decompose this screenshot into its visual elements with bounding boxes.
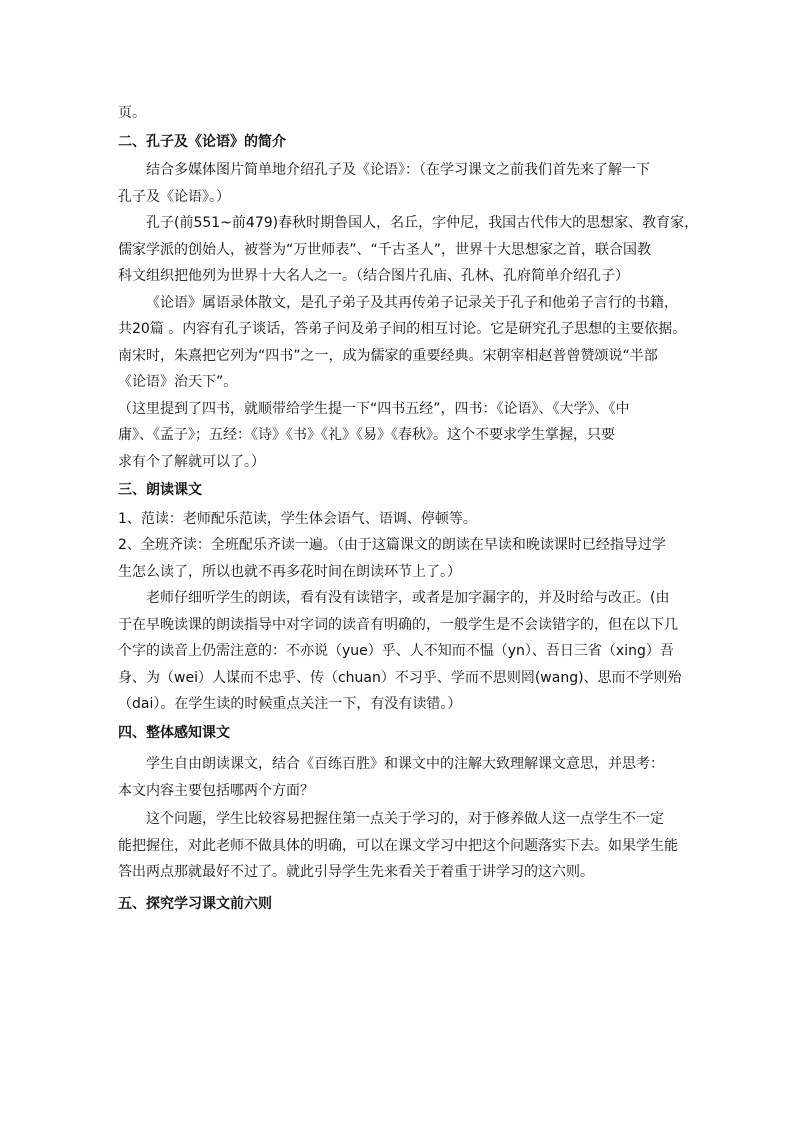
text-line: 身、为（wei）人谋而不忠乎、传（chuan）不习乎、学而不思则罔(wang)、思而不学则殆 <box>118 669 682 686</box>
text-line: （这里提到了四书，就顺带给学生提一下“四书五经”，四书：《论语》、《大学》、《中 <box>118 400 630 417</box>
text-line: 能把握住，对此老师不做具体的明确，可以在课文学习中把这个问题落实下去。如果学生能 <box>118 837 678 854</box>
text-line: 老师仔细听学生的朗读，看有没有读错字，或者是加字漏字的，并及时给与改正。(由 <box>146 590 670 606</box>
section-heading-3: 三、朗读课文 <box>118 482 202 498</box>
text-line: 《论语》治天下”。 <box>118 374 238 390</box>
text-line: 孔子及《论语》。） <box>118 188 230 205</box>
section-heading-4: 四、整体感知课文 <box>118 724 230 741</box>
text-line: 1、范读：老师配乐范读，学生体会语气、语调、停顿等。 <box>118 510 477 527</box>
text-line: 结合多媒体图片简单地介绍孔子及《论语》：（在学习课文之前我们首先来了解一下 <box>146 162 650 178</box>
text-line: 学生自由朗读课文，结合《百练百胜》和课文中的注解大致理解课文意思，并思考： <box>146 756 664 772</box>
text-line: 共20篇 。内容有孔子谈话，答弟子问及弟子间的相互讨论。它是研究孔子思想的主要依据。 <box>118 321 687 337</box>
text-line: 《论语》属语录体散文，是孔子弟子及其再传弟子记录关于孔子和他弟子言行的书籍， <box>146 294 678 311</box>
text-line: （dai）。在学生读的时候重点关注一下，有没有读错。） <box>118 696 462 712</box>
text-line: 页。 <box>118 105 146 121</box>
text-line: 南宋时，朱熹把它列为“四书”之一，成为儒家的重要经典。宋朝宰相赵普曾赞颂说“半部 <box>118 347 658 364</box>
text-line: 这个问题，学生比较容易把握住第一点关于学习的，对于修养做人这一点学生不一定 <box>146 811 664 827</box>
text-line: 2、全班齐读：全班配乐齐读一遍。（由于这篇课文的朗读在早读和晚读课时已经指导过学 <box>118 537 666 553</box>
text-line: 庸》、《孟子》；五经：《诗》《书》《礼》《易》《春秋》。这个不要求学生掌握，只要 <box>118 427 615 443</box>
text-line: 生怎么读了，所以也就不再多花时间在朗读环节上了。） <box>118 563 461 580</box>
text-line: 孔子(前551~前479)春秋时期鲁国人，名丘，字仲尼，我国古代伟大的思想家、教育家， <box>146 215 699 231</box>
section-heading-5: 五、探究学习课文前六则 <box>118 895 272 912</box>
text-line: 科文组织把他列为世界十大名人之一。（结合图片孔庙、孔林、孔府简单介绍孔子） <box>118 268 629 284</box>
text-line: 本文内容主要包括哪两个方面？ <box>118 782 314 799</box>
text-line: 答出两点那就最好不过了。就此引导学生先来看关于着重于讲学习的这六则。 <box>118 864 594 880</box>
text-line: 个字的读音上仍需注意的：不亦说（yue）乎、人不知而不愠（yn）、吾日三省（xing）吾 <box>118 643 674 659</box>
text-line: 求有个了解就可以了。） <box>118 453 265 470</box>
text-line: 于在早晚读课的朗读指导中对字词的读音有明确的，一般学生是不会读错字的，但在以下几 <box>118 616 678 633</box>
section-heading-2: 二、孔子及《论语》的简介 <box>118 133 286 150</box>
text-line: 儒家学派的创始人，被誉为“万世师表”、“千古圣人”，世界十大思想家之首，联合国教 <box>118 241 652 258</box>
